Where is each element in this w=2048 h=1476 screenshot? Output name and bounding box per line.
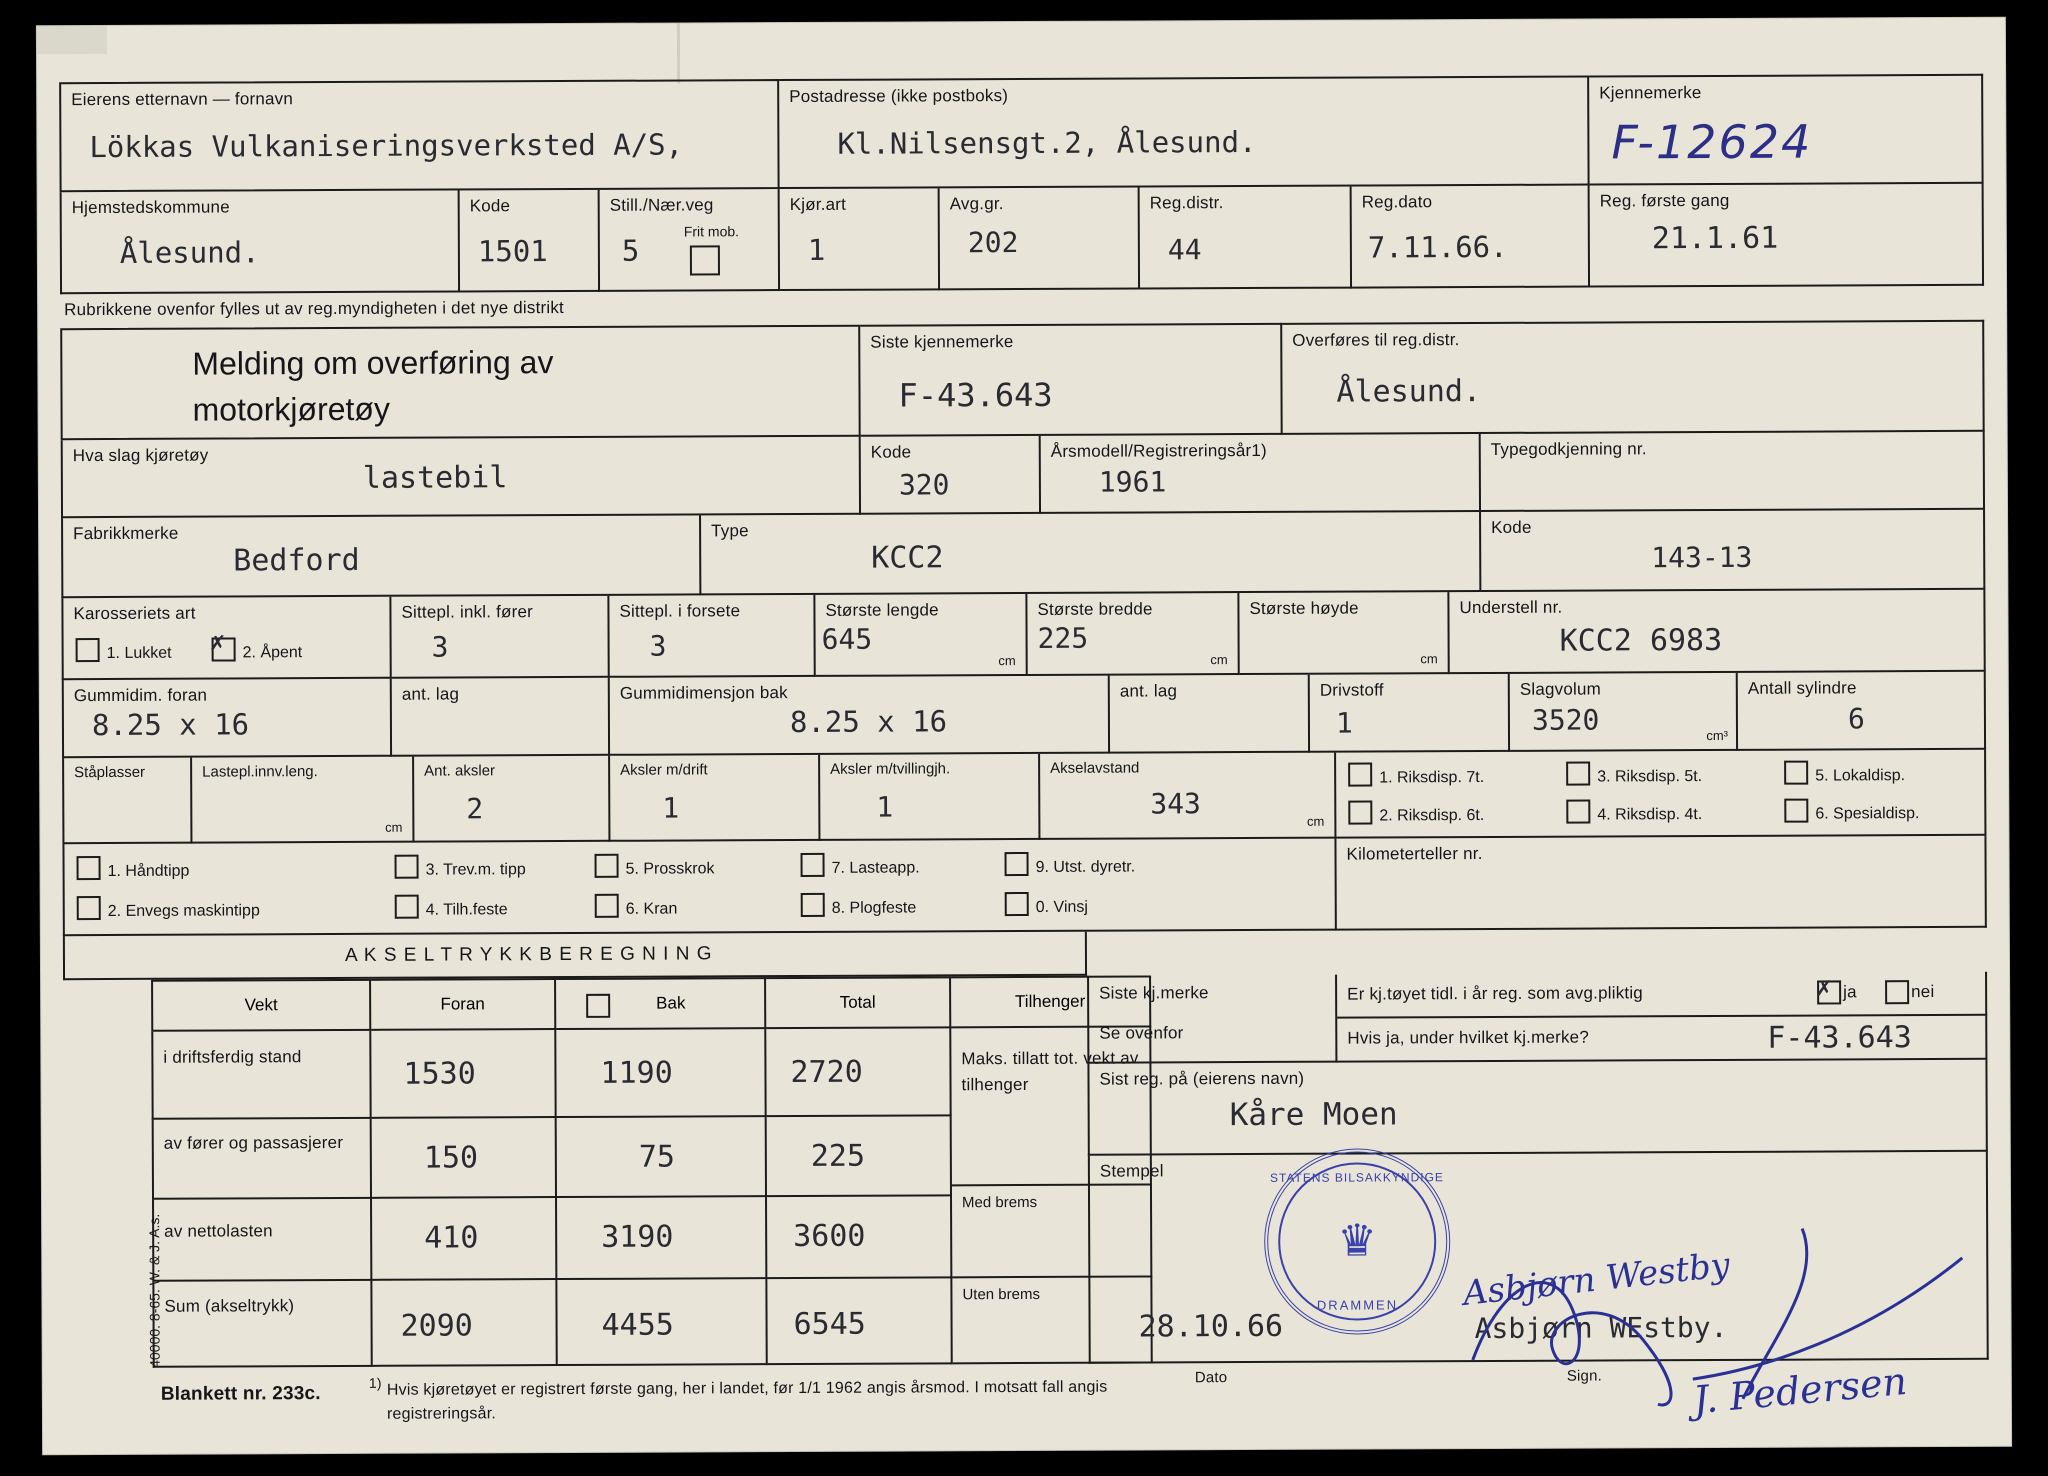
reg-district-label: Reg.distr. bbox=[1149, 193, 1224, 213]
ply-front-field bbox=[392, 678, 610, 757]
axle-row-4-total bbox=[767, 1278, 952, 1365]
disp-option-4[interactable] bbox=[1566, 799, 1702, 825]
disp-option-2-label: 2. Riksdisp. 6t. bbox=[1379, 806, 1485, 825]
axle-row-1-bak-value: 1190 bbox=[600, 1055, 673, 1091]
equip-option-8-checkbox[interactable] bbox=[801, 893, 825, 917]
signature-script-2: J. Pedersen bbox=[1691, 1358, 1909, 1423]
seats-incl-driver-label: Sittepl. inkl. fører bbox=[401, 602, 534, 622]
odometer-field bbox=[1336, 836, 1986, 931]
equip-option-0-label: 0. Vinsj bbox=[1035, 898, 1088, 916]
axle-row-1-total bbox=[766, 1028, 951, 1117]
make-field bbox=[61, 515, 701, 598]
owner-field bbox=[59, 79, 779, 192]
chassis-value: KCC2 6983 bbox=[1559, 622, 1723, 659]
model-year-label: Årsmodell/Registreringsår1) bbox=[1050, 440, 1267, 461]
reg-first-value: 21.1.61 bbox=[1651, 220, 1779, 257]
axle-row-4-label-text: Sum (akseltrykk) bbox=[164, 1296, 295, 1316]
signature-typed: Asbjørn WEstby. bbox=[1474, 1310, 1728, 1346]
axle-row-4-total-value: 6545 bbox=[793, 1306, 866, 1343]
title-line1: Melding om overføring av bbox=[192, 344, 554, 382]
stamp-label: Stempel bbox=[1099, 1161, 1164, 1181]
wheelbase-label: Akselavstand bbox=[1050, 759, 1140, 777]
axle-load-header-foran bbox=[371, 978, 556, 1031]
note-above-boxes: Rubrikkene ovenfor fylles ut av reg.myndigheten i det nye distrikt bbox=[64, 298, 565, 320]
equip-option-4-label: 4. Tilh.feste bbox=[425, 901, 508, 919]
equip-option-3-checkbox[interactable] bbox=[395, 855, 419, 879]
axle-row-2-bak bbox=[557, 1117, 767, 1198]
ply-rear-label: ant. lag bbox=[1119, 681, 1178, 701]
axle-load-title-bar bbox=[63, 932, 1087, 980]
twin-axles-label: Aksler m/tvillingjh. bbox=[830, 760, 951, 778]
reg-date-value: 7.11.66. bbox=[1367, 229, 1508, 265]
official-stamp bbox=[1264, 1148, 1451, 1335]
reg-first-label: Reg. første gang bbox=[1599, 190, 1730, 211]
which-plate-value: F-43.643 bbox=[1767, 1020, 1912, 1056]
disp-option-4-label: 4. Riksdisp. 4t. bbox=[1597, 806, 1703, 824]
tyre-rear-value: 8.25 x 16 bbox=[789, 704, 948, 740]
width-field bbox=[1027, 593, 1239, 676]
type-code-field bbox=[1481, 510, 1985, 592]
address-label: Postadresse (ikke postboks) bbox=[789, 86, 1009, 107]
platform-length-unit: cm bbox=[385, 819, 403, 835]
equip-option-7-label: 7. Lasteapp. bbox=[831, 859, 920, 877]
length-label: Største lengde bbox=[825, 600, 939, 620]
tyre-front-field bbox=[62, 679, 392, 758]
disp-option-5[interactable] bbox=[1784, 760, 1905, 786]
width-unit: cm bbox=[1210, 652, 1228, 668]
ply-front-label: ant. lag bbox=[401, 684, 460, 704]
title-line2: motorkjøretøy bbox=[192, 390, 390, 428]
ply-rear-field bbox=[1110, 675, 1310, 754]
length-field bbox=[815, 594, 1027, 677]
model-year-field bbox=[1041, 434, 1481, 514]
axle-row-1-bak bbox=[556, 1029, 766, 1118]
last-plate-value: F-43.643 bbox=[898, 375, 1053, 415]
equip-option-3-label: 3. Trev.m. tipp bbox=[425, 861, 526, 879]
body-kind-label: Karosseriets art bbox=[73, 603, 196, 624]
municipality-label: Hjemstedskommune bbox=[71, 197, 230, 218]
vehicle-kind-field bbox=[61, 437, 861, 518]
model-year-value: 1961 bbox=[1098, 465, 1167, 499]
disp-option-1-label: 1. Riksdisp. 7t. bbox=[1379, 768, 1485, 787]
printer-code: 40000. 8-65. W. & J. A.s. bbox=[146, 1213, 163, 1368]
axle-row-1-label bbox=[151, 1031, 371, 1120]
coat-of-arms-icon: ♛ bbox=[1337, 1216, 1378, 1266]
signature-script-1: Asbjørn Westby bbox=[1460, 1245, 1732, 1314]
seats-front-label: Sittepl. i forsete bbox=[619, 601, 741, 621]
driven-axles-label: Aksler m/drift bbox=[620, 761, 708, 779]
col-foran: Foran bbox=[440, 994, 485, 1014]
transfer-to-value: Ålesund. bbox=[1336, 374, 1482, 410]
tyre-rear-field bbox=[610, 676, 1110, 756]
disp-option-1[interactable] bbox=[1348, 762, 1484, 788]
fuel-label: Drivstoff bbox=[1319, 680, 1384, 700]
cylinders-value: 6 bbox=[1847, 702, 1865, 736]
disp-option-3[interactable] bbox=[1566, 761, 1702, 787]
displacement-label: Slagvolum bbox=[1519, 679, 1602, 699]
disp-option-2[interactable] bbox=[1348, 800, 1484, 826]
fee-group-field bbox=[940, 187, 1140, 290]
seats-incl-driver-value: 3 bbox=[431, 630, 449, 664]
title-block bbox=[60, 325, 860, 440]
axle-row-2-total-value: 225 bbox=[810, 1138, 866, 1174]
body-option-1[interactable] bbox=[76, 638, 172, 663]
form-number: Blankett nr. 233c. bbox=[160, 1383, 321, 1405]
cylinders-label: Antall sylindre bbox=[1747, 678, 1857, 698]
axle-row-3-label-text: av nettolasten bbox=[164, 1221, 273, 1241]
make-label: Fabrikkmerke bbox=[73, 523, 179, 544]
equip-option-5[interactable] bbox=[595, 853, 715, 879]
tyre-front-value: 8.25 x 16 bbox=[91, 707, 250, 743]
axle-row-2-foran-value: 150 bbox=[423, 1140, 479, 1176]
last-reg-owner-label: Sist reg. på (eierens navn) bbox=[1099, 1068, 1305, 1089]
axle-row-3-bak bbox=[557, 1197, 767, 1280]
axle-load-header-total bbox=[766, 976, 951, 1029]
body-option-1-label: 1. Lukket bbox=[106, 644, 172, 663]
equip-option-9[interactable] bbox=[1005, 852, 1136, 878]
trailer-max-label: Maks. tillatt tot. vekt av tilhenger bbox=[961, 1048, 1139, 1095]
wheelbase-value: 343 bbox=[1150, 787, 1201, 821]
reg-district-field bbox=[1140, 187, 1352, 290]
last-reg-owner-cell bbox=[1087, 1060, 1987, 1156]
prev-reg-no-label: nei bbox=[1911, 982, 1935, 1002]
drive-type-label: Kjør.art bbox=[789, 194, 847, 215]
plate-field bbox=[1589, 74, 1983, 186]
equip-option-9-checkbox[interactable] bbox=[1005, 852, 1029, 876]
axle-row-3-bak-value: 3190 bbox=[601, 1219, 674, 1255]
municipality-value: Ålesund. bbox=[119, 235, 260, 270]
height-unit: cm bbox=[1420, 651, 1438, 667]
platform-length-label: Lastepl.innv.leng. bbox=[202, 763, 318, 781]
which-plate-cell bbox=[1337, 1016, 1987, 1063]
axle-row-3-foran bbox=[372, 1198, 557, 1281]
equip-option-4-checkbox[interactable] bbox=[395, 895, 419, 919]
seats-front-field bbox=[609, 595, 815, 678]
axle-count-label: Ant. aksler bbox=[424, 762, 496, 780]
wheelbase-field bbox=[1040, 753, 1336, 840]
width-label: Største bredde bbox=[1037, 599, 1153, 619]
equip-option-0[interactable] bbox=[1005, 892, 1088, 917]
vehicle-code-label: Kode bbox=[870, 442, 912, 462]
disp-option-4-checkbox[interactable] bbox=[1566, 800, 1590, 824]
chassis-label: Understell nr. bbox=[1459, 597, 1563, 618]
length-value: 645 bbox=[821, 622, 873, 656]
last-plate-label: Siste kjennemerke bbox=[870, 332, 1014, 352]
right-see-above-label: Se ovenfor bbox=[1099, 1023, 1184, 1043]
prev-reg-question-label: Er kj.tøyet tidl. i år reg. som avg.pliktig bbox=[1347, 983, 1643, 1004]
axle-row-2-label bbox=[152, 1119, 372, 1200]
transfer-to-block bbox=[1282, 320, 1984, 435]
equip-option-4[interactable] bbox=[395, 894, 508, 919]
fee-group-value: 202 bbox=[967, 226, 1019, 260]
owner-value: Lökkas Vulkaniseringsverksted A/S, bbox=[89, 127, 684, 165]
address-value: Kl.Nilsensgt.2, Ålesund. bbox=[837, 124, 1257, 161]
axle-row-1-total-value: 2720 bbox=[790, 1054, 863, 1091]
stamp-date-value: 28.10.66 bbox=[1138, 1308, 1284, 1345]
vehicle-code-value: 320 bbox=[898, 468, 950, 502]
cylinders-field bbox=[1738, 672, 1986, 751]
axle-load-title: A K S E L T R Y K K B E R E G N I N G bbox=[344, 943, 713, 966]
displacement-field bbox=[1510, 673, 1738, 752]
chassis-field bbox=[1449, 590, 1985, 674]
prev-reg-question-cell bbox=[1337, 972, 1987, 1019]
disp-options-field bbox=[1336, 750, 1986, 839]
vehicle-code-field bbox=[861, 436, 1041, 515]
fuel-field bbox=[1310, 674, 1510, 753]
axle-row-1-label-text: i driftsferdig stand bbox=[163, 1047, 302, 1067]
axle-row-2-label-text: av fører og passasjerer bbox=[163, 1132, 344, 1153]
standing-places-field bbox=[62, 758, 192, 845]
last-reg-owner-value: Kåre Moen bbox=[1229, 1096, 1398, 1134]
free-mob-checkbox[interactable] bbox=[690, 245, 720, 275]
twin-axles-value: 1 bbox=[876, 790, 894, 824]
axle-row-4-bak bbox=[557, 1279, 767, 1366]
code-value: 1501 bbox=[477, 234, 548, 269]
col-vekt: Vekt bbox=[244, 995, 278, 1015]
axle-row-3-foran-value: 410 bbox=[424, 1220, 479, 1256]
stamp-line2: DRAMMEN bbox=[1316, 1297, 1399, 1313]
equip-option-1[interactable] bbox=[77, 856, 190, 881]
equip-option-8-label: 8. Plogfeste bbox=[831, 899, 917, 917]
disp-option-5-label: 5. Lokaldisp. bbox=[1815, 767, 1906, 785]
equip-option-5-label: 5. Prosskrok bbox=[625, 860, 715, 878]
equip-option-5-checkbox[interactable] bbox=[595, 854, 619, 878]
seats-incl-driver-field bbox=[391, 596, 609, 679]
last-plate-block bbox=[860, 323, 1282, 437]
axle-count-field bbox=[414, 756, 610, 843]
width-value: 225 bbox=[1037, 621, 1089, 655]
position-field bbox=[600, 189, 780, 292]
height-field bbox=[1239, 592, 1449, 675]
equip-option-1-checkbox[interactable] bbox=[77, 856, 101, 880]
platform-length-field bbox=[192, 757, 414, 844]
displacement-unit: cm³ bbox=[1706, 727, 1729, 744]
equip-option-2-label: 2. Envegs maskintipp bbox=[107, 902, 260, 920]
free-mob-label: Frit mob. bbox=[683, 223, 740, 240]
fold-crease bbox=[677, 23, 680, 83]
last-plate-see-above-cell bbox=[1087, 975, 1337, 1064]
axle-row-2-bak-value: 75 bbox=[638, 1139, 676, 1175]
footnote-marker: 1) bbox=[368, 1374, 382, 1391]
code-field bbox=[460, 190, 600, 293]
drive-type-value: 1 bbox=[807, 232, 826, 267]
seats-front-value: 3 bbox=[649, 629, 667, 663]
equip-option-9-label: 9. Utst. dyretr. bbox=[1035, 858, 1136, 876]
axle-load-header-bak bbox=[556, 977, 766, 1030]
reg-date-field bbox=[1352, 186, 1590, 289]
axle-row-3-total-value: 3600 bbox=[793, 1218, 866, 1255]
axle-row-4-bak-value: 4455 bbox=[601, 1307, 674, 1343]
type-field bbox=[701, 512, 1481, 595]
position-value: 5 bbox=[621, 233, 640, 268]
prev-reg-yes-label: ja bbox=[1843, 982, 1857, 1002]
type-label: Type bbox=[711, 521, 749, 541]
standing-places-label: Ståplasser bbox=[74, 763, 146, 782]
body-option-2-mark: ✗ bbox=[209, 627, 226, 658]
axle-row-4-foran-value: 2090 bbox=[400, 1308, 473, 1344]
registration-card bbox=[37, 18, 2011, 1455]
plate-value: F-12624 bbox=[1611, 114, 1813, 170]
tyre-front-label: Gummidim. foran bbox=[73, 685, 208, 706]
axle-row-3-total bbox=[767, 1196, 952, 1279]
type-value: KCC2 bbox=[871, 540, 944, 576]
code-label: Kode bbox=[469, 196, 511, 216]
equipment-field bbox=[62, 839, 1336, 937]
driven-axles-value: 1 bbox=[662, 791, 680, 825]
stamp-line1: STATENS BILSAKKYNDIGE bbox=[1269, 1170, 1444, 1185]
right-last-plate-label: Siste kj.merke bbox=[1099, 983, 1209, 1003]
twin-axles-field bbox=[820, 754, 1040, 841]
equip-option-8[interactable] bbox=[801, 892, 917, 918]
which-plate-label: Hvis ja, under hvilket kj.merke? bbox=[1347, 1027, 1590, 1048]
reg-first-field bbox=[1590, 184, 1984, 288]
make-value: Bedford bbox=[233, 542, 360, 579]
reg-district-value: 44 bbox=[1167, 233, 1202, 267]
prev-reg-yes-mark: ✗ bbox=[1816, 972, 1832, 1003]
type-code-label: Kode bbox=[1491, 517, 1532, 537]
transfer-to-label: Overføres til reg.distr. bbox=[1292, 330, 1460, 350]
fuel-value: 1 bbox=[1335, 706, 1353, 740]
address-field bbox=[779, 76, 1589, 190]
axle-row-2-total bbox=[767, 1116, 952, 1197]
col-total: Total bbox=[839, 992, 876, 1012]
equip-option-7-checkbox[interactable] bbox=[801, 853, 825, 877]
equip-option-3[interactable] bbox=[395, 854, 526, 880]
axle-count-value: 2 bbox=[466, 792, 484, 826]
type-approval-field bbox=[1481, 432, 1985, 512]
corner-shadow bbox=[37, 26, 107, 54]
trailer-with-brake-label: Med brems bbox=[961, 1193, 1038, 1212]
trailer-without-brake-label: Uten brems bbox=[962, 1285, 1041, 1304]
equip-option-6-label: 6. Kran bbox=[625, 900, 678, 918]
driven-axles-field bbox=[610, 755, 820, 842]
municipality-field bbox=[60, 190, 460, 294]
signature-flourish bbox=[1442, 1218, 1983, 1430]
equip-option-7[interactable] bbox=[801, 852, 920, 878]
body-option-1-checkbox[interactable] bbox=[76, 638, 100, 662]
disp-option-1-checkbox[interactable] bbox=[1348, 762, 1372, 786]
type-code-value: 143-13 bbox=[1651, 540, 1753, 575]
tyre-rear-label: Gummidimensjon bak bbox=[619, 683, 788, 703]
disp-option-3-label: 3. Riksdisp. 5t. bbox=[1597, 768, 1703, 786]
equip-option-2-checkbox[interactable] bbox=[77, 896, 101, 920]
axle-row-4-label bbox=[152, 1281, 372, 1368]
type-approval-label: Typegodkjenning nr. bbox=[1490, 439, 1647, 459]
position-label: Still./Nær.veg bbox=[609, 195, 714, 215]
equip-option-6[interactable] bbox=[595, 894, 678, 919]
odometer-label: Kilometerteller nr. bbox=[1346, 844, 1483, 864]
footnote-text: Hvis kjøretøyet er registrert første gang, her i landet, før 1/1 1962 angis årsmod. I motsatt fall angis registreringsår. bbox=[386, 1378, 1108, 1423]
axle-load-header-vekt bbox=[151, 979, 371, 1032]
disp-option-6-label: 6. Spesialdisp. bbox=[1815, 805, 1920, 823]
body-kind-field bbox=[61, 597, 391, 680]
axle-row-1-foran bbox=[371, 1030, 556, 1119]
owner-label: Eierens etternavn — fornavn bbox=[71, 89, 294, 110]
length-unit: cm bbox=[998, 653, 1016, 669]
vehicle-kind-label: Hva slag kjøretøy bbox=[72, 445, 209, 466]
axle-row-2-foran bbox=[372, 1118, 557, 1199]
disp-option-3-checkbox[interactable] bbox=[1566, 762, 1590, 786]
equip-option-2[interactable] bbox=[77, 895, 260, 921]
reg-date-label: Reg.dato bbox=[1361, 192, 1433, 212]
axle-row-3-label bbox=[152, 1199, 372, 1282]
equip-option-6-checkbox[interactable] bbox=[595, 894, 619, 918]
fee-group-label: Avg.gr. bbox=[949, 194, 1004, 214]
height-label: Største høyde bbox=[1249, 598, 1359, 619]
drive-type-field bbox=[780, 188, 940, 291]
disp-option-6[interactable] bbox=[1784, 798, 1919, 824]
vehicle-kind-value: lastebil bbox=[362, 460, 508, 496]
axle-row-1-foran-value: 1530 bbox=[403, 1056, 476, 1092]
wheelbase-unit: cm bbox=[1306, 813, 1325, 829]
equip-option-0-checkbox[interactable] bbox=[1005, 892, 1029, 916]
bak-checkbox[interactable] bbox=[586, 994, 610, 1018]
disp-option-2-checkbox[interactable] bbox=[1348, 800, 1372, 824]
date-label: Dato bbox=[1194, 1369, 1228, 1387]
prev-reg-no-checkbox[interactable] bbox=[1885, 980, 1909, 1004]
displacement-value: 3520 bbox=[1531, 703, 1600, 737]
axle-row-4-foran bbox=[372, 1280, 557, 1367]
disp-option-5-checkbox[interactable] bbox=[1784, 761, 1808, 785]
equip-option-1-label: 1. Håndtipp bbox=[107, 862, 190, 880]
disp-option-6-checkbox[interactable] bbox=[1784, 799, 1808, 823]
sign-label: Sign. bbox=[1566, 1367, 1603, 1385]
plate-label: Kjennemerke bbox=[1599, 83, 1702, 103]
col-bak: Bak bbox=[656, 993, 686, 1013]
col-tilhenger: Tilhenger bbox=[1014, 991, 1086, 1012]
body-option-2-label: 2. Åpent bbox=[242, 644, 303, 662]
